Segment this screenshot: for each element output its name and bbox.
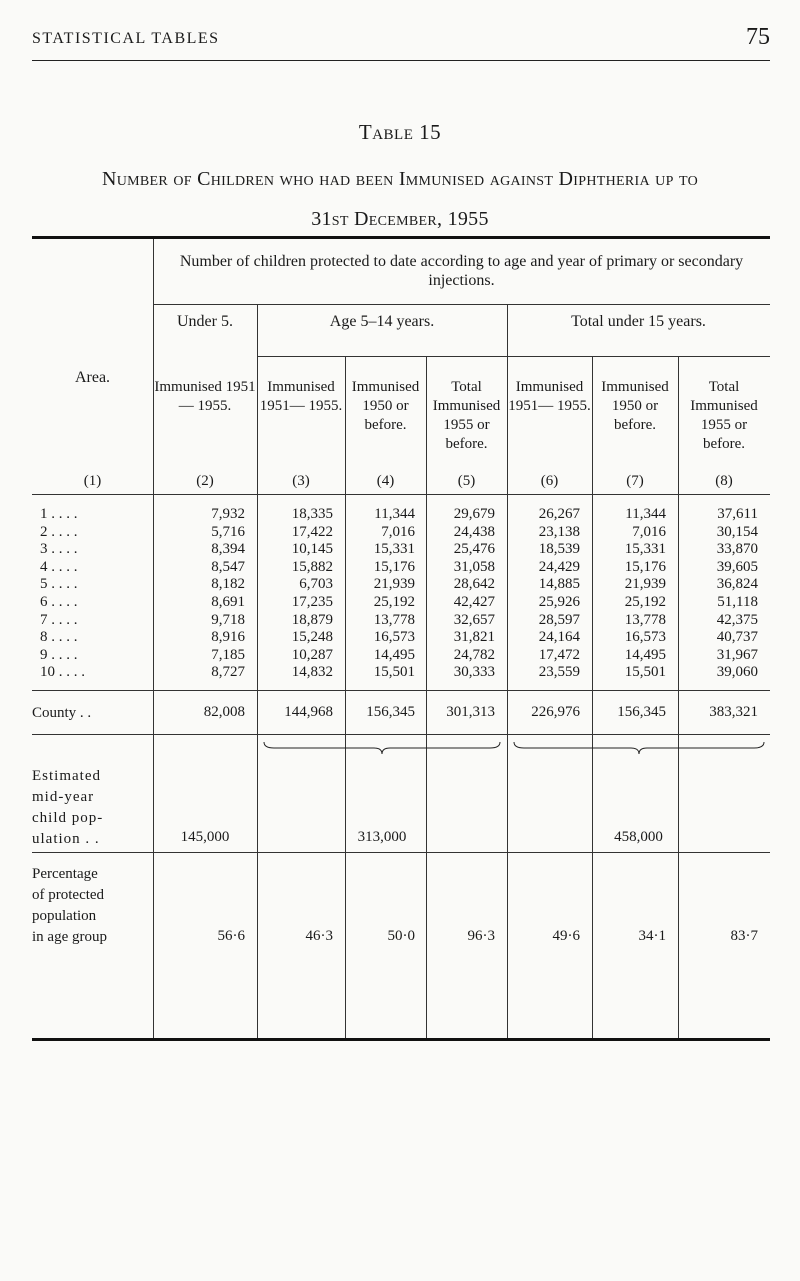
percentage-label-line: in age group [32, 929, 107, 945]
running-header [32, 24, 770, 61]
table-cell: 28,597 [538, 611, 580, 628]
table-cell: 8,394 [211, 541, 245, 558]
table-cell: 14,495 [624, 646, 666, 663]
table-cell: 26,267 [538, 506, 580, 522]
county-top-rule [32, 690, 770, 691]
table-cell: 16,573 [624, 629, 666, 646]
subgroup-age5-14: Age 5–14 years. [329, 313, 435, 330]
county-cell: 301,313 [446, 704, 495, 720]
estimated-label-line: child pop- [32, 810, 104, 826]
group-header: Number of children protected to date according to age and year of primary or secondary injections. [179, 253, 744, 289]
table-cell: 24,164 [538, 629, 580, 646]
table-cell: 39,060 [716, 664, 758, 681]
table-cell: 16,573 [373, 629, 415, 646]
table-cell: 15,331 [373, 541, 415, 558]
table-title-line2: 31st December, 1955 [311, 208, 489, 230]
row-area-label: 10 . . . . [40, 664, 85, 681]
group-header-rule [153, 304, 770, 305]
table-cell: 18,879 [291, 611, 333, 628]
table-cell: 30,154 [716, 523, 758, 540]
table-cell: 15,248 [291, 629, 333, 646]
col-header-6: Immunised 1951— 1955. [508, 379, 591, 414]
table-cell: 14,885 [538, 576, 580, 593]
col-header-7: Immunised 1950 or before. [601, 379, 669, 433]
area-label: Area. [74, 369, 111, 386]
table-cell: 17,235 [291, 594, 333, 610]
table-cell: 17,422 [291, 523, 333, 540]
table-label: Table 15 [358, 120, 442, 144]
table-cell: 5,716 [211, 523, 245, 540]
header-bottom-rule [32, 494, 770, 495]
bottom-rule [32, 1038, 770, 1041]
row-area-label: 8 . . . . [40, 629, 78, 646]
estimated-age5-14: 313,000 [357, 829, 407, 845]
table-cell: 31,058 [453, 558, 495, 575]
table-title-line1: Number of Children who had been Immunised against Diphtheria up to [102, 168, 698, 190]
row-area-label: 2 . . . . [40, 523, 78, 540]
table-cell: 40,737 [716, 629, 758, 646]
table-cell: 8,182 [211, 576, 245, 593]
table-cell: 14,832 [291, 664, 333, 681]
table-cell: 30,333 [453, 664, 495, 681]
table-cell: 8,691 [211, 594, 245, 610]
col-number-4: (4) [376, 473, 395, 489]
table-cell: 36,824 [716, 576, 758, 593]
table-cell: 8,916 [211, 629, 245, 646]
table-cell: 10,145 [291, 541, 333, 558]
table-cell: 21,939 [373, 576, 415, 593]
brace-total15 [512, 740, 766, 756]
row-area-label: 5 . . . . [40, 576, 78, 593]
table-cell: 15,501 [373, 664, 415, 681]
percentage-cell: 56·6 [217, 928, 245, 944]
table-cell: 28,642 [453, 576, 495, 593]
table-cell: 13,778 [373, 611, 415, 628]
table-cell: 42,427 [453, 594, 495, 610]
table-cell: 31,821 [453, 629, 495, 646]
table-cell: 7,932 [211, 506, 245, 522]
col-header-3: Immunised 1951— 1955. [259, 379, 343, 414]
county-cell: 82,008 [203, 704, 245, 720]
row-area-label: 7 . . . . [40, 611, 78, 628]
percentage-cell: 96·3 [467, 928, 495, 944]
table-cell: 17,472 [538, 646, 580, 663]
table-cell: 8,727 [211, 664, 245, 681]
percentage-cell: 46·3 [305, 928, 333, 944]
col-number-6: (6) [540, 473, 559, 489]
county-label: County . . [32, 705, 92, 721]
table-cell: 24,429 [538, 558, 580, 575]
table-cell: 23,138 [538, 523, 580, 540]
table-cell: 25,192 [373, 594, 415, 610]
table-cell: 14,495 [373, 646, 415, 663]
table-cell: 15,331 [624, 541, 666, 558]
col-header-5: Total Immunised 1955 or before. [432, 379, 501, 452]
table-cell: 6,703 [299, 576, 333, 593]
table-cell: 25,476 [453, 541, 495, 558]
estimated-label-line: mid-year [32, 789, 95, 805]
county-cell: 144,968 [284, 704, 333, 720]
table-cell: 10,287 [291, 646, 333, 663]
table-cell: 13,778 [624, 611, 666, 628]
table-cell: 15,501 [624, 664, 666, 681]
table-cell: 15,176 [373, 558, 415, 575]
percentage-cell: 49·6 [552, 928, 580, 944]
col-number-2: (2) [196, 473, 214, 489]
table-cell: 11,344 [625, 506, 666, 522]
county-cell: 156,345 [617, 704, 666, 720]
estimated-label [32, 766, 153, 850]
row-area-label: 9 . . . . [40, 646, 78, 663]
table-cell: 7,185 [211, 646, 245, 663]
table-cell: 23,559 [538, 664, 580, 681]
col-number-3: (3) [292, 473, 310, 489]
table-cell: 9,718 [211, 611, 245, 628]
col-number-5: (5) [457, 473, 476, 489]
percentage-label [32, 864, 153, 948]
estimated-under5: 145,000 [180, 829, 230, 845]
county-cell: 226,976 [531, 704, 580, 720]
col-number-8: (8) [715, 473, 733, 489]
estimated-total15: 458,000 [614, 829, 663, 845]
percentage-cell: 50·0 [387, 928, 415, 944]
percentage-label-line: Percentage [32, 866, 98, 882]
col-header-8: Total Immunised 1955 or before. [690, 379, 758, 452]
table-cell: 8,547 [211, 558, 245, 575]
county-bottom-rule [32, 734, 770, 735]
table-cell: 33,870 [716, 541, 758, 558]
col-header-2: Immunised 1951— 1955. [154, 379, 256, 414]
row-area-label: 3 . . . . [40, 541, 78, 558]
table-cell: 25,926 [538, 594, 580, 610]
table-cell: 25,192 [624, 594, 666, 610]
brace-age5-14 [262, 740, 502, 756]
row-area-label: 1 . . . . [40, 506, 78, 522]
table-cell: 51,118 [717, 594, 758, 610]
subgroup-rule [257, 356, 770, 357]
row-area-label: 4 . . . . [40, 558, 78, 575]
table-cell: 18,335 [291, 506, 333, 522]
subgroup-under5: Under 5. [177, 313, 233, 330]
table-cell: 11,344 [374, 506, 415, 522]
table-cell: 42,375 [716, 611, 758, 628]
running-title: STATISTICAL TABLES [32, 30, 220, 47]
percentage-cell: 34·1 [638, 928, 666, 944]
col-header-4: Immunised 1950 or before. [351, 379, 420, 433]
estimated-bottom-rule [32, 852, 770, 853]
table-cell: 37,611 [717, 506, 758, 522]
col-number-7: (7) [626, 473, 644, 489]
table-cell: 7,016 [632, 523, 666, 540]
table-cell: 24,438 [453, 523, 495, 540]
col-number-1: (1) [83, 473, 102, 489]
table-cell: 29,679 [453, 506, 495, 522]
table-cell: 32,657 [453, 611, 495, 628]
col-divider-1 [153, 239, 154, 1038]
percentage-label-line: population [32, 908, 97, 924]
table-cell: 15,176 [624, 558, 666, 575]
table-cell: 24,782 [453, 646, 495, 663]
county-cell: 383,321 [709, 704, 758, 720]
county-cell: 156,345 [366, 704, 415, 720]
estimated-label-line: Estimated [32, 768, 101, 784]
estimated-label-line: ulation . . [32, 831, 100, 847]
table-cell: 21,939 [624, 576, 666, 593]
table-cell: 39,605 [716, 558, 758, 575]
percentage-cell: 83·7 [730, 928, 758, 944]
row-area-label: 6 . . . . [40, 594, 78, 610]
table-cell: 15,882 [291, 558, 333, 575]
table-cell: 18,539 [538, 541, 580, 558]
table-cell: 7,016 [381, 523, 415, 540]
percentage-label-line: of protected [32, 887, 105, 903]
table-cell: 31,967 [716, 646, 758, 663]
page-number: 75 [746, 24, 770, 50]
top-rule [32, 236, 770, 239]
subgroup-total15: Total under 15 years. [571, 313, 706, 330]
